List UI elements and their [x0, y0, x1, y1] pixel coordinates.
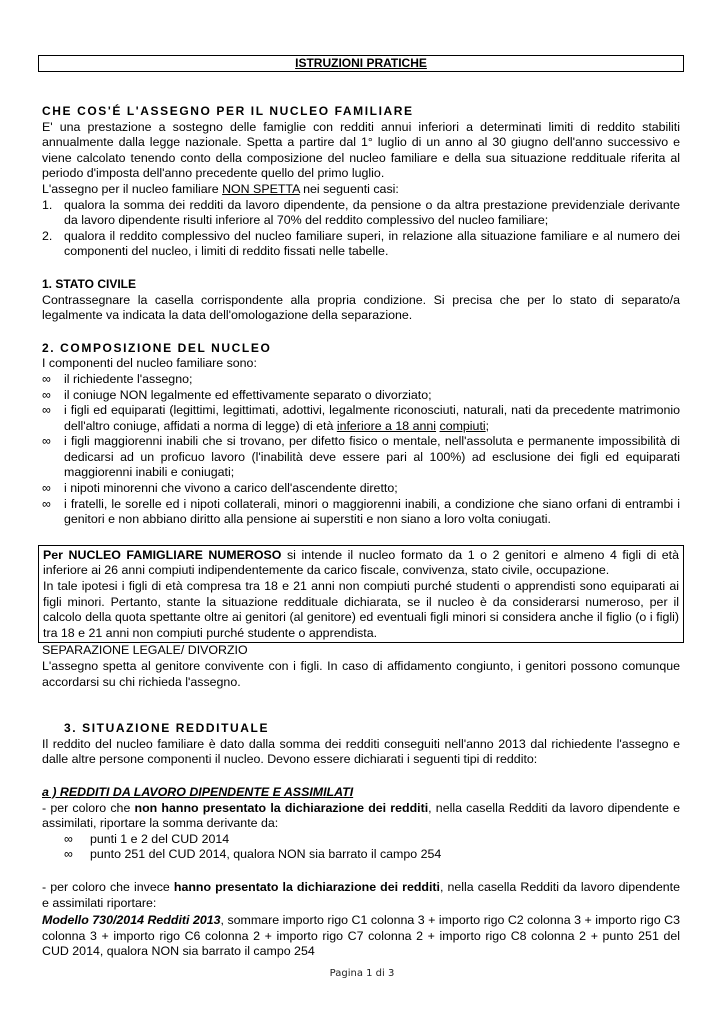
item-number: 2. — [42, 228, 53, 243]
list-item — [42, 434, 680, 481]
list-item — [42, 832, 680, 848]
numeroso-details: In tale ipotesi i figli di età compresa tra 18 e 21 anni non compiuti purché studenti o apprendisti sono equiparati ai figli minori. Pertanto, stante la situazione reddituale dichiarata, se il nucleo è da considerarsi numeroso, per il calcolo della quota spettante oltre ai genitori (al genitore) ed eventuali figli minori si considera anche il figlio (o i figli) tra 18 e 21 anni non compiuti purché studente o apprendista. — [43, 579, 679, 640]
emphasis-text: non hanno presentato la dichiarazione dei redditi — [134, 800, 429, 815]
text-suffix: , nella casella Redditi da lavoro dipendente e assimilati, riportare la somma derivante da: — [42, 800, 681, 831]
modello-title: Modello 730/2014 Redditi 2013 — [42, 913, 221, 928]
numeroso-text: si intende il nucleo formato da 1 o 2 genitori e almeno 4 figli di età inferiore ai 26 anni compiuti indipendentemente da carico fiscale, convivenza, stato civile, occupazione. — [43, 547, 680, 578]
text-suffix: , nella casella Redditi da lavoro dipendente e assimilati riportare: — [42, 879, 680, 910]
subsection-heading-lavoro-dipendente: a ) REDDITI DA LAVORO DIPENDENTE E ASSIMILATI — [42, 784, 354, 799]
list-item — [42, 847, 680, 863]
emphasis-text: hanno presentato la dichiarazione dei redditi — [173, 879, 440, 894]
list-item — [42, 198, 680, 229]
infinity-bullet-icon: ∞ — [42, 403, 51, 418]
infinity-bullet-icon: ∞ — [42, 481, 51, 496]
numeroso-title: Per NUCLEO FAMIGLIARE NUMEROSO — [43, 547, 282, 562]
infinity-bullet-icon: ∞ — [42, 371, 51, 386]
item-text: il coniuge NON legalmente ed effettivamente separato o divorziato; — [64, 387, 432, 402]
infinity-bullet-icon: ∞ — [42, 496, 51, 511]
document-body — [42, 104, 680, 960]
si-dichiarazione-text — [42, 880, 680, 911]
section-heading-composizione: 2. COMPOSIZIONE DEL NUCLEO — [42, 340, 272, 355]
modello-730-text — [42, 913, 680, 960]
item-number: 1. — [42, 197, 53, 212]
compiuti-text: compiuti — [439, 418, 486, 433]
list-item — [42, 497, 680, 528]
item-text: punti 1 e 2 del CUD 2014 — [90, 831, 230, 846]
assegno-description: E' una prestazione a sostegno delle famiglie con redditi annui inferiori a determinati limiti di reddito stabiliti annualmente dalla legge nazionale. Spetta a partire dal 1° luglio di un anno al 30 giugno dell'anno successivo e viene calcolato tenendo conto della composizione del nucleo familiare e della sua situazione reddituale riferita al periodo d'imposta dell'anno precedente quello del primo luglio. — [42, 119, 680, 181]
section-heading-reddito: 3. SITUAZIONE REDDITUALE — [64, 721, 270, 736]
section-heading-assegno: CHE COS'É L'ASSEGNO PER IL NUCLEO FAMILIARE — [42, 104, 414, 118]
section-heading-stato-civile: 1. STATO CIVILE — [42, 276, 137, 291]
numeroso-definition — [43, 548, 679, 579]
separazione-heading: SEPARAZIONE LEGALE/ DIVORZIO — [42, 643, 248, 658]
non-spetta-label: NON SPETTA — [222, 181, 300, 196]
non-spetta-list — [42, 198, 680, 260]
item-text: i figli ed equiparati (legittimi, legittimati, adottivi, legalmente riconosciuti, naturali, nati da precedente matrimonio dell'altro coniuge, affidati a norma di legge) di età — [64, 403, 680, 433]
list-item — [42, 229, 680, 260]
composizione-intro: I componenti del nucleo familiare sono: — [42, 356, 257, 371]
page-title: ISTRUZIONI PRATICHE — [38, 55, 684, 72]
age-limit-text: inferiore a 18 anni — [336, 418, 437, 433]
separazione-text: L'assegno spetta al genitore convivente con i figli. In caso di affidamento congiunto, i genitori possono comunque accordarsi su chi richieda l'assegno. — [42, 659, 680, 689]
text-prefix: - per coloro che invece — [42, 879, 174, 894]
infinity-bullet-icon: ∞ — [64, 831, 73, 846]
infinity-bullet-icon: ∞ — [64, 847, 73, 862]
item-text: i nipoti minorenni che vivono a carico dell'ascendente diretto; — [64, 481, 398, 496]
item-text: i figli maggiorenni inabili che si trovano, per difetto fisico o mentale, nell'assoluta e permanente impossibilità di dedicarsi ad un proficuo lavoro (l'inabilità deve essere pari al 100%) ad esclusione dei figli ed equiparati maggiorenni inabili e coniugati; — [64, 434, 680, 480]
item-text: qualora il reddito complessivo del nucleo familiare superi, in relazione alla situazione familiare e al numero dei componenti del nucleo, i limiti di reddito fissati nelle tabelle. — [64, 228, 680, 259]
modello-instructions: , sommare importo rigo C1 colonna 3 + importo rigo C2 colonna 3 + importo rigo C3 colonna 3 + importo rigo C6 colonna 2 + importo rigo C7 colonna 2 + importo rigo C8 colonna 2 + punto 251 del CUD 2014, qualora NON sia barrato il campo 254 — [42, 913, 680, 959]
cud-points-list — [42, 832, 680, 863]
list-item — [42, 481, 680, 497]
item-text: punto 251 del CUD 2014, qualora NON sia barrato il campo 254 — [90, 847, 442, 862]
componenti-list — [42, 372, 680, 528]
no-dichiarazione-text — [42, 801, 680, 832]
list-item — [42, 372, 680, 388]
non-spetta-intro — [42, 182, 680, 198]
stato-civile-text: Contrassegnare la casella corrispondente alla propria condizione. Si precisa che per lo stato di separato/a legalmente va indicata la data dell'omologazione della separazione. — [42, 292, 680, 323]
item-text: qualora la somma dei redditi da lavoro dipendente, da pensione o da altra prestazione previdenziale derivante da lavoro dipendente risulti inferiore al 70% del reddito complessivo del nucleo familiare; — [64, 197, 680, 228]
list-item — [42, 403, 680, 434]
reddito-intro: Il reddito del nucleo familiare è dato dalla somma dei redditi conseguiti nell'anno 2013 dal richiedente l'assegno e dalle altre persone componenti il nucleo. Devono essere dichiarati i seguenti tipi di reddito: — [42, 736, 680, 767]
nucleo-numeroso-box — [38, 545, 684, 644]
infinity-bullet-icon: ∞ — [42, 434, 51, 449]
infinity-bullet-icon: ∞ — [42, 387, 51, 402]
text-prefix: - per coloro che — [42, 800, 135, 815]
intro-text: L'assegno per il nucleo familiare — [42, 181, 223, 196]
item-text: il richiedente l'assegno; — [64, 371, 193, 386]
page-number: Pagina 1 di 3 — [329, 968, 395, 979]
list-item — [42, 388, 680, 404]
item-suffix: ; — [485, 418, 490, 433]
intro-suffix: nei seguenti casi: — [299, 181, 399, 196]
item-text: i fratelli, le sorelle ed i nipoti collaterali, minori o maggiorenni inabili, a condizione che siano orfani di entrambi i genitori e non abbiano diritto alla pensione ai superstiti e non siano a loro volta coniugati. — [64, 496, 680, 527]
